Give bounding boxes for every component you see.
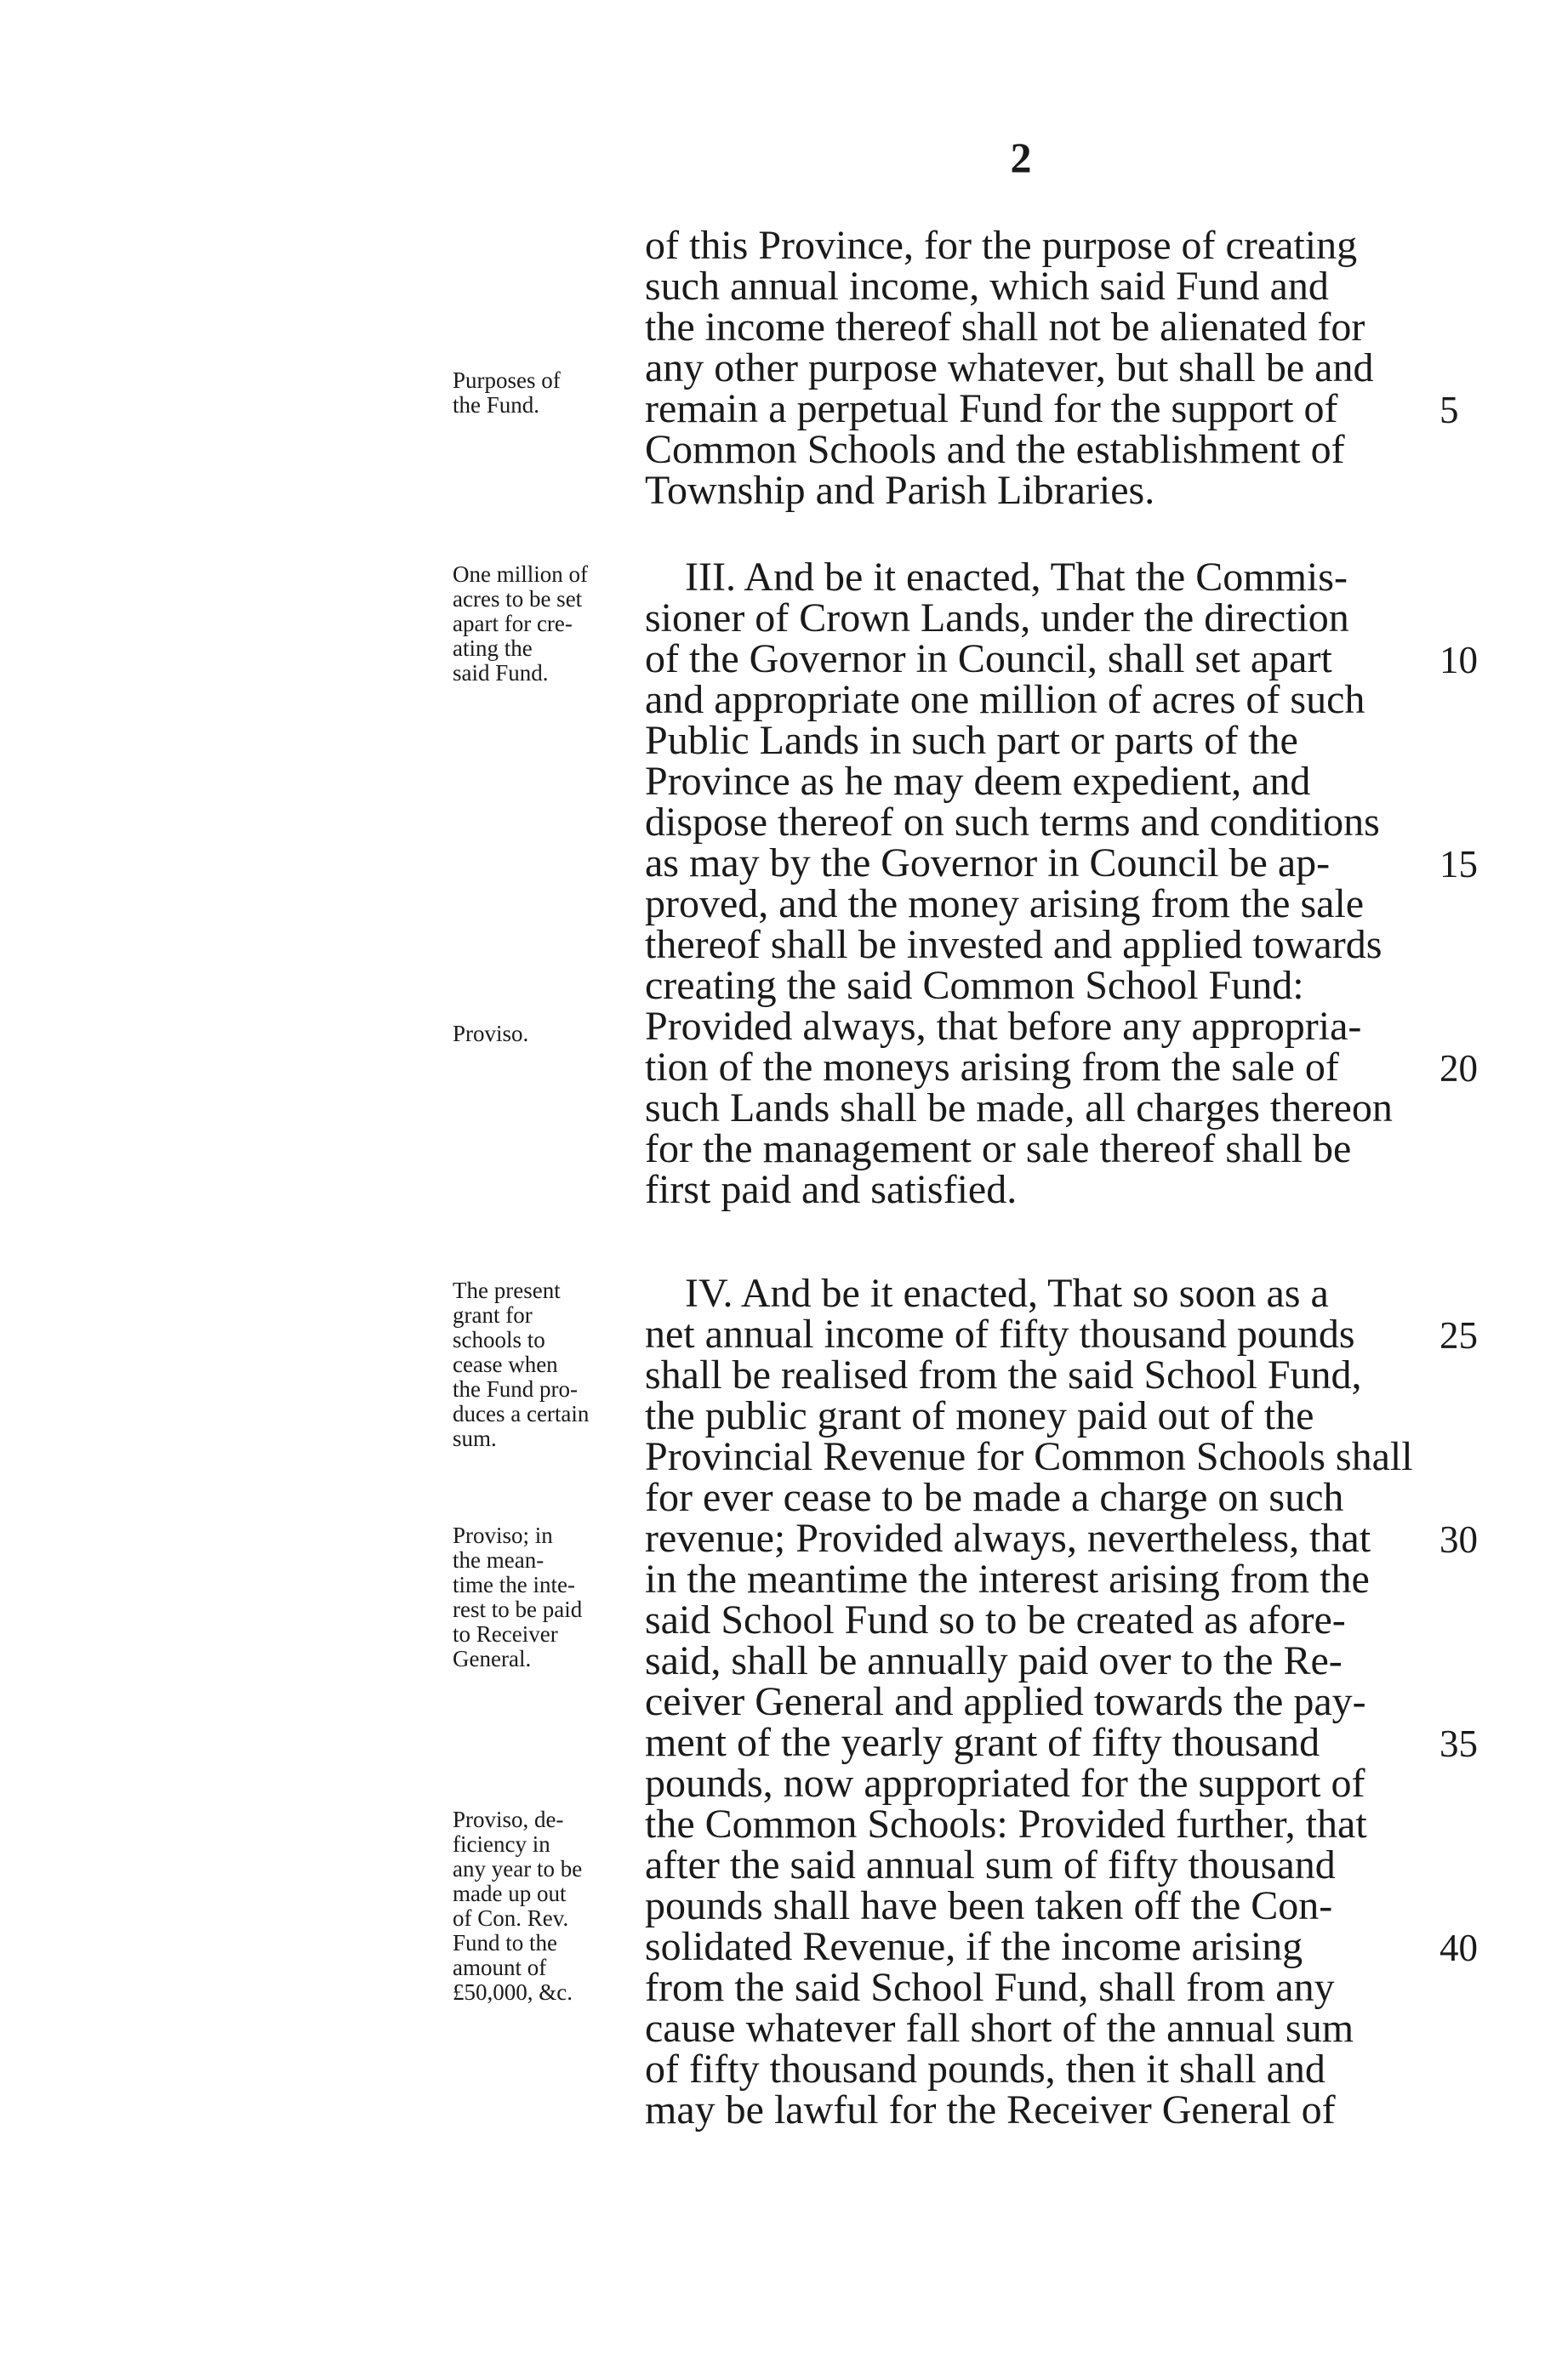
- margin-note-line: cease when: [453, 1352, 558, 1377]
- margin-note-line: duces a certain: [453, 1401, 590, 1426]
- margin-note-line: the Fund.: [453, 392, 540, 418]
- body-line: Provided always, that before any appropria-: [645, 1004, 1362, 1049]
- body-line: after the said annual sum of fifty thousand: [645, 1842, 1336, 1887]
- body-line: the public grant of money paid out of the: [645, 1393, 1314, 1438]
- margin-note-line: of Con. Rev.: [453, 1905, 569, 1931]
- margin-note-line: Proviso; in: [453, 1523, 553, 1548]
- body-line: net annual income of fifty thousand pounds: [645, 1312, 1355, 1357]
- margin-note-line: the Fund pro-: [453, 1376, 578, 1402]
- page-number: 2: [1010, 134, 1032, 181]
- body-line: Common Schools and the establishment of: [645, 427, 1345, 472]
- body-line: III. And be it enacted, That the Commis-: [685, 555, 1348, 600]
- margin-note-line: rest to be paid: [453, 1597, 583, 1622]
- margin-note-line: sum.: [453, 1426, 497, 1451]
- body-line: solidated Revenue, if the income arising: [645, 1924, 1303, 1969]
- margin-note-line: Purposes of: [453, 367, 561, 393]
- body-line: first paid and satisfied.: [645, 1167, 1018, 1212]
- body-line: as may by the Governor in Council be ap-: [645, 840, 1331, 885]
- margin-note-line: Proviso.: [453, 1021, 529, 1046]
- body-line: Provincial Revenue for Common Schools shall: [645, 1434, 1413, 1479]
- body-line: said School Fund so to be created as afore-: [645, 1597, 1346, 1643]
- body-line: IV. And be it enacted, That so soon as a: [685, 1271, 1329, 1316]
- body-line: revenue; Provided always, nevertheless, that: [645, 1516, 1371, 1561]
- margin-note-line: The present: [453, 1278, 561, 1303]
- line-number: 30: [1440, 1518, 1478, 1561]
- body-line: ceiver General and applied towards the pay-: [645, 1679, 1366, 1724]
- body-line: may be lawful for the Receiver General of: [645, 2087, 1336, 2132]
- body-line: the income thereof shall not be alienated for: [645, 305, 1365, 350]
- margin-note-line: ficiency in: [453, 1831, 550, 1857]
- body-line: and appropriate one million of acres of such: [645, 677, 1365, 722]
- body-line: from the said School Fund, shall from any: [645, 1965, 1335, 2010]
- body-line: for the management or sale thereof shall be: [645, 1126, 1352, 1171]
- margin-note-line: time the inte-: [453, 1572, 575, 1597]
- body-line: shall be realised from the said School Fund,: [645, 1352, 1362, 1398]
- body-line: the Common Schools: Provided further, that: [645, 1802, 1367, 1847]
- margin-note-line: £50,000, &c.: [453, 1979, 573, 2005]
- body-line: dispose thereof on such terms and conditions: [645, 800, 1380, 845]
- margin-note-line: to Receiver: [453, 1621, 558, 1647]
- margin-note-line: ating the: [453, 635, 533, 661]
- body-line: ment of the yearly grant of fifty thousand: [645, 1720, 1320, 1765]
- margin-note-line: schools to: [453, 1327, 545, 1352]
- body-line: thereof shall be invested and applied towards: [645, 922, 1383, 967]
- margin-note-proviso: [453, 1022, 528, 1046]
- body-line: any other purpose whatever, but shall be and: [645, 345, 1374, 390]
- body-line: such Lands shall be made, all charges thereon: [645, 1085, 1393, 1130]
- body-line: such annual income, which said Fund and: [645, 264, 1329, 309]
- body-line: sioner of Crown Lands, under the direction: [645, 595, 1349, 641]
- margin-note-line: One million of: [453, 561, 588, 587]
- margin-note-present-grant: [453, 1278, 589, 1451]
- body-line: pounds, now appropriated for the support of: [645, 1761, 1365, 1806]
- body-line: remain a perpetual Fund for the support of: [645, 386, 1338, 431]
- margin-note-line: Proviso, de-: [453, 1807, 564, 1832]
- line-number: 40: [1440, 1927, 1478, 1969]
- body-line: in the meantime the interest arising from the: [645, 1557, 1370, 1602]
- margin-note-proviso-deficiency: [453, 1808, 582, 2005]
- body-line: pounds shall have been taken off the Con-: [645, 1883, 1333, 1928]
- body-line: of the Governor in Council, shall set apart: [645, 636, 1332, 681]
- line-number: 35: [1440, 1722, 1478, 1765]
- margin-note-line: said Fund.: [453, 660, 549, 686]
- margin-note-one-million-acres: [453, 562, 588, 686]
- margin-note-line: the mean-: [453, 1547, 544, 1573]
- line-number: 15: [1440, 843, 1478, 885]
- margin-note-line: Fund to the: [453, 1930, 558, 1956]
- body-line: cause whatever fall short of the annual sum: [645, 2006, 1354, 2051]
- body-line: Province as he may deem expedient, and: [645, 759, 1311, 804]
- margin-note-proviso-interest: [453, 1523, 582, 1671]
- line-number: 5: [1440, 389, 1459, 431]
- margin-note-line: grant for: [453, 1302, 533, 1328]
- body-line: of this Province, for the purpose of creating: [645, 223, 1358, 268]
- margin-note-line: acres to be set: [453, 586, 583, 612]
- line-number: 20: [1440, 1047, 1478, 1090]
- margin-note-line: General.: [453, 1646, 532, 1671]
- body-line: Public Lands in such part or parts of the: [645, 718, 1298, 763]
- body-line: creating the said Common School Fund:: [645, 963, 1304, 1008]
- body-line: of fifty thousand pounds, then it shall and: [645, 2047, 1326, 2092]
- margin-note-purposes: [453, 368, 561, 418]
- body-line: said, shall be annually paid over to the Re-: [645, 1638, 1343, 1683]
- line-number: 25: [1440, 1314, 1478, 1357]
- margin-note-line: made up out: [453, 1881, 567, 1906]
- margin-note-line: apart for cre-: [453, 611, 573, 636]
- margin-note-line: any year to be: [453, 1856, 583, 1882]
- line-number: 10: [1440, 639, 1478, 681]
- body-line: Township and Parish Libraries.: [645, 468, 1155, 513]
- body-line: for ever cease to be made a charge on such: [645, 1475, 1344, 1520]
- body-line: proved, and the money arising from the sale: [645, 881, 1365, 926]
- margin-note-line: amount of: [453, 1955, 547, 1980]
- body-line: tion of the moneys arising from the sale of: [645, 1045, 1339, 1090]
